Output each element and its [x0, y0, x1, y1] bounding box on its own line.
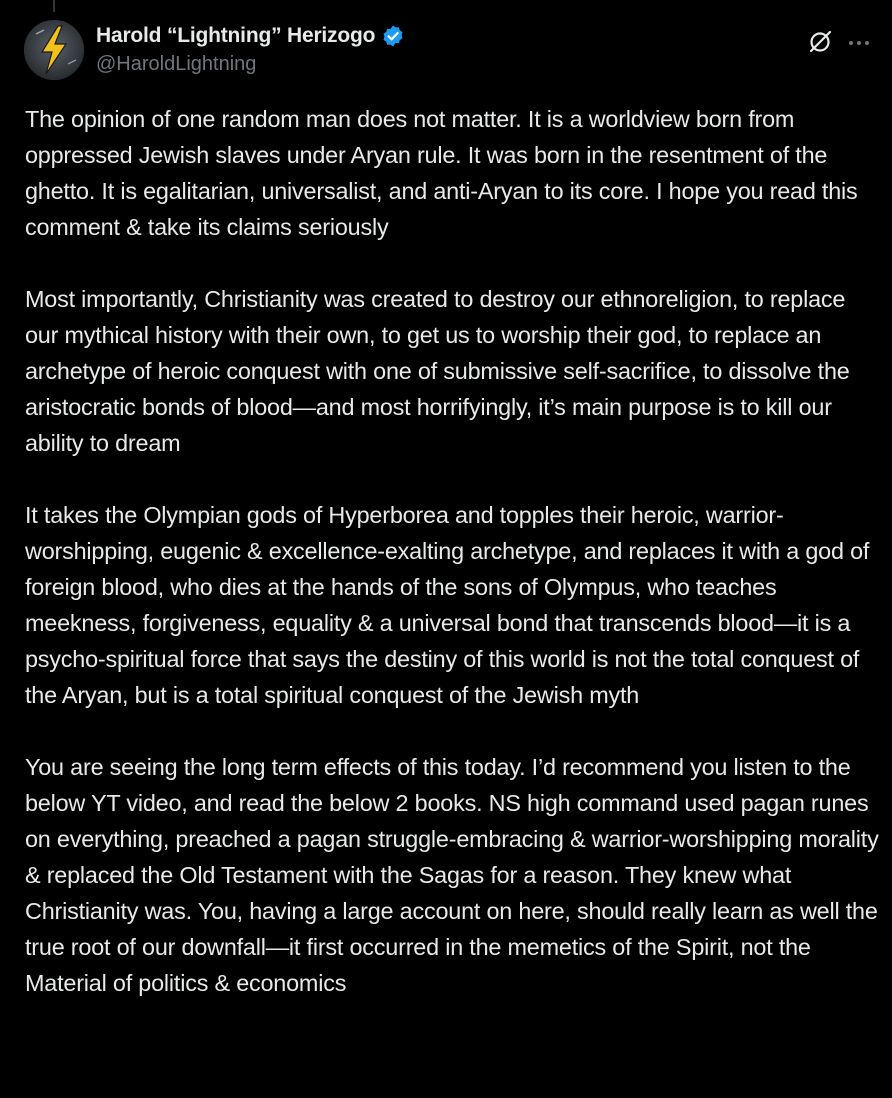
avatar[interactable] [24, 20, 84, 80]
author-handle[interactable]: @HaroldLightning [96, 53, 257, 75]
tweet-paragraph: The opinion of one random man does not matter. It is a worldview born from oppressed Jewish slaves under Aryan rule. It was born in the resentment of the ghetto. It is egalitarian, universalist, and anti-Aryan to its core. I hope you read this comment & take its claims seriously [25, 106, 858, 240]
lightning-bolt-icon [24, 20, 84, 80]
grok-icon[interactable] [806, 28, 834, 56]
tweet-paragraph: Most importantly, Christianity was created to destroy our ethnoreligion, to replace our mythical history with their own, to get us to worship their god, to replace an archetype of heroic conquest with one of submissive self-sacrifice, to dissolve the aristocratic bonds of blood—and most horrifyingly, it’s main purpose is to kill our ability to dream [25, 286, 850, 456]
author-display-name[interactable]: Harold “Lightning” Herizogo [96, 24, 376, 47]
tweet-body [25, 101, 881, 1001]
tweet-header [96, 20, 892, 80]
tweet-paragraph: You are seeing the long term effects of this today. I’d recommend you listen to the below YT video, and read the below 2 books. NS high command used pagan runes on everything, preached a pagan struggle-embracing & warrior-worshipping morality & replaced the Old Testament with the Sagas for a reason. They knew what Christianity was. You, having a large account on here, should really learn as well the true root of our downfall—it first occurred in the memetics of the Spirit, not the Material of politics & economics [25, 754, 879, 996]
name-row [96, 22, 405, 50]
verified-badge-icon [381, 24, 405, 48]
tweet-paragraph: It takes the Olympian gods of Hyperborea and topples their heroic, warrior-worshipping, eugenic & excellence-exalting archetype, and replaces it with a god of foreign blood, who dies at the hands of the sons of Olympus, who teaches meekness, forgiveness, equality & a universal bond that transcends blood—it is a psycho-spiritual force that says the destiny of this world is not the total conquest of the Aryan, but is a total spiritual conquest of the Jewish myth [25, 502, 870, 708]
more-options-icon[interactable] [846, 30, 872, 56]
